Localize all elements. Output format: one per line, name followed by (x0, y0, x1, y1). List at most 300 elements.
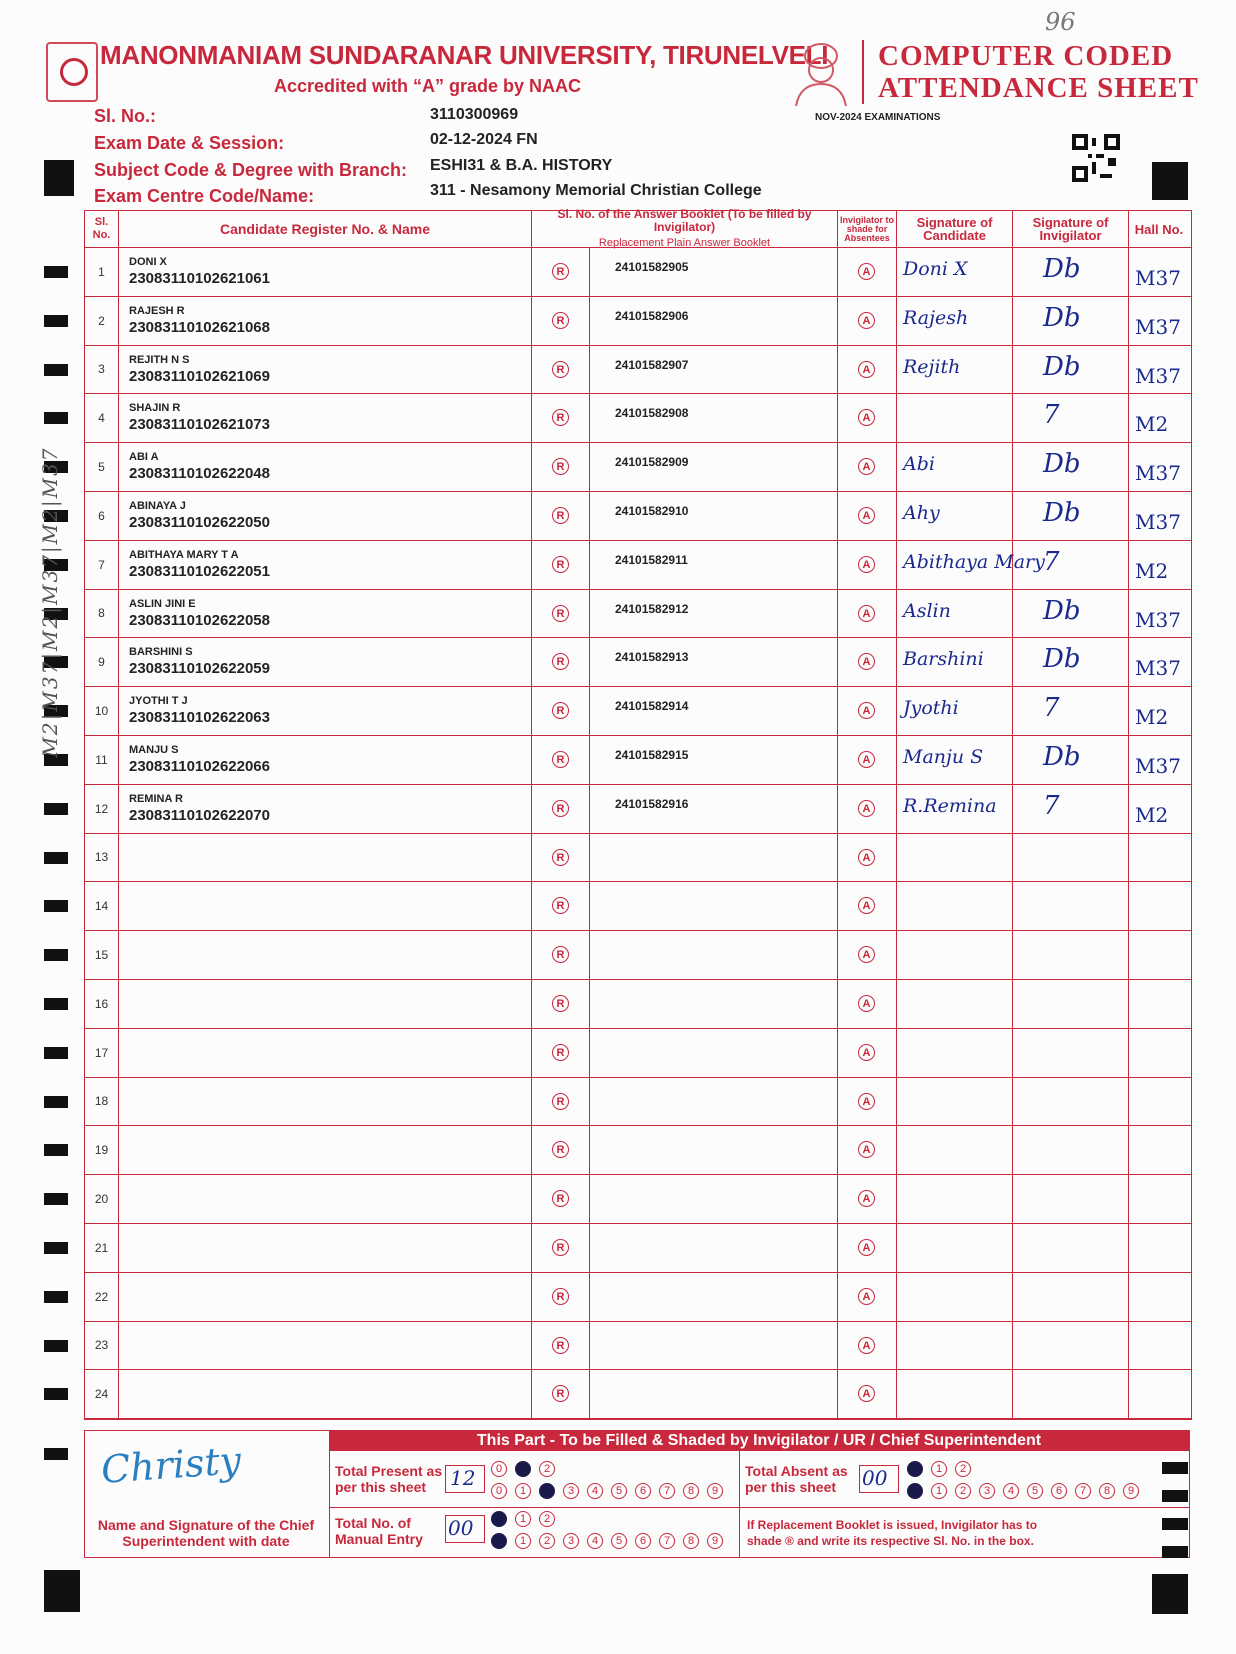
timing-mark (1162, 1518, 1188, 1530)
hall-no-cell[interactable] (1129, 492, 1189, 540)
row-sl-no: 13 (85, 834, 119, 882)
digit-bubble[interactable]: 0 (491, 1483, 507, 1499)
hall-no-cell[interactable] (1129, 590, 1189, 638)
digit-bubble[interactable]: 5 (611, 1483, 627, 1499)
absent-bubble[interactable]: A (858, 507, 875, 524)
replacement-bubble[interactable]: R (552, 1288, 569, 1305)
invigilator-signature-cell[interactable] (1013, 1078, 1129, 1126)
col-booklet-header (532, 207, 838, 249)
digit-bubble[interactable]: 2 (955, 1483, 971, 1499)
digit-bubble[interactable]: 5 (1027, 1483, 1043, 1499)
replacement-bubble[interactable]: R (552, 409, 569, 426)
digit-bubble[interactable]: 0 (907, 1483, 923, 1499)
replacement-bubble[interactable]: R (552, 1385, 569, 1402)
invigilator-signature-cell[interactable] (1013, 687, 1129, 735)
replacement-bubble-cell (532, 785, 590, 833)
candidate-signature-cell[interactable] (897, 980, 1013, 1028)
replacement-bubble[interactable]: R (552, 605, 569, 622)
invigilator-signature-cell[interactable] (1013, 638, 1129, 686)
digit-bubble[interactable]: 9 (707, 1483, 723, 1499)
row-sl-no: 4 (85, 394, 119, 442)
digit-bubble[interactable]: 4 (1003, 1483, 1019, 1499)
row-sl-no: 12 (85, 785, 119, 833)
booklet-cell[interactable] (590, 638, 838, 686)
digit-bubble[interactable]: 0 (491, 1461, 507, 1477)
registration-mark (44, 1570, 80, 1612)
replacement-bubble-cell (532, 443, 590, 491)
table-row (85, 297, 1191, 346)
absent-bubble-cell (838, 1078, 897, 1126)
candidate-signature: R.Remina (903, 794, 997, 817)
candidate-cell (119, 834, 532, 882)
replacement-bubble-cell (532, 1126, 590, 1174)
hall-no-cell[interactable] (1129, 980, 1189, 1028)
booklet-number: 24101582915 (615, 747, 689, 762)
digit-bubble[interactable]: 3 (563, 1483, 579, 1499)
candidate-signature: Jyothi (903, 697, 959, 720)
invigilator-signature-cell[interactable] (1013, 785, 1129, 833)
table-row (85, 638, 1191, 687)
digit-bubble[interactable]: 1 (931, 1483, 947, 1499)
candidate-register-no: 23083110102621073 (129, 416, 270, 434)
replacement-bubble-cell (532, 1370, 590, 1418)
booklet-cell[interactable] (590, 1273, 838, 1321)
hall-no: M2 (1135, 802, 1169, 827)
digit-bubble[interactable]: 0 (491, 1511, 507, 1527)
sheet-title (862, 40, 1199, 104)
digit-bubble[interactable]: 1 (515, 1483, 531, 1499)
replacement-bubble[interactable]: R (552, 1337, 569, 1354)
absent-bubble[interactable]: A (858, 458, 875, 475)
booklet-cell[interactable] (590, 687, 838, 735)
candidate-signature-cell[interactable] (897, 736, 1013, 784)
university-name: MANONMANIAM SUNDARANAR UNIVERSITY, TIRUNELVELI (100, 40, 829, 70)
candidate-cell (119, 980, 532, 1028)
col-sig-candidate-header: Signature of Candidate (897, 211, 1013, 247)
digit-bubble[interactable]: 3 (563, 1533, 579, 1549)
candidate-name: JYOTHI T J (129, 695, 188, 708)
booklet-cell[interactable] (590, 492, 838, 540)
candidate-name: RAJESH R (129, 304, 185, 317)
digit-bubble[interactable]: 8 (1099, 1483, 1115, 1499)
qr-code (1072, 134, 1120, 182)
timing-mark (44, 1193, 68, 1205)
candidate-signature: Rajesh (903, 306, 969, 329)
absent-bubble[interactable]: A (858, 556, 875, 573)
candidate-signature-cell[interactable] (897, 882, 1013, 930)
table-row (85, 785, 1191, 834)
replacement-bubble[interactable]: R (552, 458, 569, 475)
booklet-cell[interactable] (590, 1322, 838, 1370)
table-row (85, 1224, 1191, 1273)
digit-bubble[interactable]: 0 (491, 1533, 507, 1549)
booklet-cell[interactable] (590, 785, 838, 833)
candidate-signature-cell[interactable] (897, 248, 1013, 296)
digit-bubble[interactable]: 8 (683, 1533, 699, 1549)
total-present-value: 12 (450, 1466, 476, 1490)
row-sl-no: 11 (85, 736, 119, 784)
hall-no: M37 (1135, 314, 1181, 339)
candidate-cell (119, 687, 532, 735)
candidate-signature-cell[interactable] (897, 1273, 1013, 1321)
invigilator-signature-cell[interactable] (1013, 346, 1129, 394)
invigilator-signature: 7 (1043, 790, 1060, 821)
digit-bubble[interactable]: 2 (539, 1461, 555, 1477)
digit-bubble[interactable]: 9 (707, 1533, 723, 1549)
booklet-cell[interactable] (590, 1029, 838, 1077)
booklet-cell[interactable] (590, 980, 838, 1028)
candidate-signature-cell[interactable] (897, 1078, 1013, 1126)
candidate-cell (119, 492, 532, 540)
absent-bubble[interactable]: A (858, 1337, 875, 1354)
candidate-register-no: 23083110102622059 (129, 660, 270, 678)
founder-portrait (790, 40, 852, 106)
booklet-cell[interactable] (590, 297, 838, 345)
candidate-name: DONI X (129, 256, 167, 268)
booklet-cell[interactable] (590, 541, 838, 589)
hall-no-cell[interactable] (1129, 1029, 1189, 1077)
candidate-signature-cell[interactable] (897, 638, 1013, 686)
replacement-bubble[interactable]: R (552, 1093, 569, 1110)
row-sl-no: 5 (85, 443, 119, 491)
invigilator-signature-cell[interactable] (1013, 1322, 1129, 1370)
candidate-name: ABINAYA J (129, 499, 186, 512)
candidate-signature: Aslin (903, 599, 951, 622)
replacement-bubble[interactable]: R (552, 263, 569, 280)
booklet-cell[interactable] (590, 736, 838, 784)
registration-mark (1152, 162, 1188, 200)
absent-bubble[interactable]: A (858, 312, 875, 329)
booklet-number: 24101582911 (615, 552, 688, 567)
invigilator-signature-cell[interactable] (1013, 1175, 1129, 1223)
booklet-cell[interactable] (590, 346, 838, 394)
invigilator-signature-cell[interactable] (1013, 1273, 1129, 1321)
table-row (85, 687, 1191, 736)
hall-no-cell[interactable] (1129, 785, 1189, 833)
hall-no-cell[interactable] (1129, 882, 1189, 930)
invigilator-signature: Db (1043, 302, 1081, 333)
absent-bubble-cell (838, 297, 897, 345)
absent-bubble-cell (838, 882, 897, 930)
replacement-bubble-cell (532, 297, 590, 345)
digit-bubble[interactable]: 3 (979, 1483, 995, 1499)
candidate-signature-cell[interactable] (897, 297, 1013, 345)
absent-bubble[interactable]: A (858, 946, 875, 963)
digit-bubble[interactable]: 7 (1075, 1483, 1091, 1499)
total-present-label: Total Present as per this sheet (335, 1463, 443, 1495)
absent-bubble[interactable]: A (858, 1385, 875, 1402)
candidate-signature-cell[interactable] (897, 687, 1013, 735)
invigilator-signature-cell[interactable] (1013, 590, 1129, 638)
replacement-bubble[interactable]: R (552, 556, 569, 573)
invigilator-signature-cell[interactable] (1013, 1029, 1129, 1077)
row-sl-no: 7 (85, 541, 119, 589)
booklet-cell[interactable] (590, 443, 838, 491)
table-row (85, 1029, 1191, 1078)
replacement-bubble[interactable]: R (552, 946, 569, 963)
booklet-cell[interactable] (590, 931, 838, 979)
candidate-signature: Abi (903, 453, 935, 476)
hall-no-cell[interactable] (1129, 638, 1189, 686)
booklet-number: 24101582908 (615, 406, 689, 421)
row-sl-no: 6 (85, 492, 119, 540)
invigilator-signature-cell[interactable] (1013, 1224, 1129, 1272)
total-absent-box[interactable] (859, 1465, 899, 1493)
replacement-bubble-cell (532, 492, 590, 540)
replacement-bubble[interactable]: R (552, 995, 569, 1012)
digit-bubble[interactable]: 0 (907, 1461, 923, 1477)
replacement-bubble[interactable]: R (552, 897, 569, 914)
candidate-signature-cell[interactable] (897, 1370, 1013, 1418)
replacement-bubble[interactable]: R (552, 849, 569, 866)
booklet-cell[interactable] (590, 248, 838, 296)
absent-bubble[interactable]: A (858, 605, 875, 622)
replacement-bubble[interactable]: R (552, 312, 569, 329)
digit-bubble[interactable]: 1 (515, 1533, 531, 1549)
candidate-register-no: 23083110102622070 (129, 806, 270, 824)
booklet-number: 24101582913 (615, 650, 689, 665)
booklet-cell[interactable] (590, 1078, 838, 1126)
booklet-cell[interactable] (590, 394, 838, 442)
absent-bubble[interactable]: A (858, 849, 875, 866)
candidate-signature-cell[interactable] (897, 346, 1013, 394)
hall-no-cell[interactable] (1129, 1370, 1189, 1418)
candidate-cell (119, 1078, 532, 1126)
absent-bubble[interactable]: A (858, 751, 875, 768)
invigilator-signature-cell[interactable] (1013, 492, 1129, 540)
candidate-register-no: 23083110102621069 (129, 367, 270, 385)
hall-no-cell[interactable] (1129, 1078, 1189, 1126)
candidate-cell (119, 590, 532, 638)
row-sl-no: 9 (85, 638, 119, 686)
digit-bubble[interactable]: 5 (611, 1533, 627, 1549)
col-sig-invigilator-header: Signature of Invigilator (1013, 211, 1129, 247)
candidate-signature-cell[interactable] (897, 590, 1013, 638)
digit-bubble[interactable]: 4 (587, 1533, 603, 1549)
replacement-bubble[interactable]: R (552, 702, 569, 719)
digit-bubble[interactable]: 6 (635, 1483, 651, 1499)
absent-bubble[interactable]: A (858, 1288, 875, 1305)
hall-no-cell[interactable] (1129, 346, 1189, 394)
digit-bubble[interactable]: 6 (635, 1533, 651, 1549)
absent-bubble[interactable]: A (858, 653, 875, 670)
hall-no-cell[interactable] (1129, 687, 1189, 735)
absent-bubble[interactable]: A (858, 995, 875, 1012)
candidate-name: SHAJIN R (129, 402, 181, 415)
hall-no-cell[interactable] (1129, 736, 1189, 784)
timing-mark (44, 1242, 68, 1254)
absent-bubble[interactable]: A (858, 1239, 875, 1256)
invigilator-signature-cell[interactable] (1013, 1370, 1129, 1418)
invigilator-signature-cell[interactable] (1013, 882, 1129, 930)
replacement-bubble[interactable]: R (552, 507, 569, 524)
absent-bubble[interactable]: A (858, 1044, 875, 1061)
sheet-title-line1: COMPUTER CODED (878, 40, 1174, 72)
col-candidate-header: Candidate Register No. & Name (119, 211, 532, 247)
digit-bubble[interactable]: 6 (1051, 1483, 1067, 1499)
candidate-signature-cell[interactable] (897, 492, 1013, 540)
replacement-bubble[interactable]: R (552, 751, 569, 768)
absent-bubble[interactable]: A (858, 800, 875, 817)
replacement-bubble[interactable]: R (552, 361, 569, 378)
table-header (85, 207, 1191, 249)
candidate-signature-cell[interactable] (897, 1224, 1013, 1272)
candidate-signature-cell[interactable] (897, 1126, 1013, 1174)
candidate-signature-cell[interactable] (897, 1175, 1013, 1223)
candidate-cell (119, 1322, 532, 1370)
table-row (85, 346, 1191, 395)
invigilator-signature-cell[interactable] (1013, 443, 1129, 491)
invigilator-section-banner: This Part - To be Filled & Shaded by Invigilator / UR / Chief Superintendent (329, 1431, 1189, 1451)
candidate-signature-cell[interactable] (897, 931, 1013, 979)
candidate-signature-cell[interactable] (897, 1029, 1013, 1077)
subject-value: ESHI31 & B.A. HISTORY (430, 157, 613, 174)
candidate-cell (119, 638, 532, 686)
timing-mark (1162, 1462, 1188, 1474)
booklet-cell[interactable] (590, 882, 838, 930)
absent-bubble[interactable]: A (858, 361, 875, 378)
replacement-bubble-cell (532, 1078, 590, 1126)
hall-no-cell[interactable] (1129, 297, 1189, 345)
invigilator-signature-cell[interactable] (1013, 1126, 1129, 1174)
col-sl-header: Sl. No. (85, 211, 119, 247)
invigilator-signature-cell[interactable] (1013, 541, 1129, 589)
candidate-register-no: 23083110102622066 (129, 757, 270, 775)
hall-no: M37 (1135, 363, 1181, 388)
booklet-cell[interactable] (590, 834, 838, 882)
digit-bubble[interactable]: 9 (1123, 1483, 1139, 1499)
digit-bubble[interactable]: 7 (659, 1483, 675, 1499)
manual-entry-box[interactable] (445, 1515, 485, 1543)
registration-mark (44, 160, 74, 196)
candidate-signature-cell[interactable] (897, 1322, 1013, 1370)
booklet-number: 24101582907 (615, 357, 689, 372)
invigilator-signature: Db (1043, 644, 1081, 675)
replacement-bubble[interactable]: R (552, 800, 569, 817)
candidate-cell (119, 931, 532, 979)
sheet-title-line2: ATTENDANCE SHEET (878, 72, 1199, 104)
booklet-number: 24101582905 (615, 260, 689, 274)
hall-no-cell[interactable] (1129, 394, 1189, 442)
invigilator-signature-cell[interactable] (1013, 736, 1129, 784)
candidate-signature-cell[interactable] (897, 541, 1045, 589)
absent-bubble[interactable]: A (858, 702, 875, 719)
invigilator-signature-cell[interactable] (1013, 394, 1129, 442)
digit-bubble[interactable]: 2 (539, 1511, 555, 1527)
candidate-cell (119, 1370, 532, 1418)
digit-bubble[interactable]: 2 (539, 1533, 555, 1549)
row-sl-no: 15 (85, 931, 119, 979)
absent-bubble-cell (838, 248, 897, 296)
table-row (85, 931, 1191, 980)
row-sl-no: 3 (85, 346, 119, 394)
absent-bubble[interactable]: A (858, 263, 875, 280)
replacement-bubble[interactable]: R (552, 1044, 569, 1061)
booklet-cell[interactable] (590, 590, 838, 638)
row-sl-no: 2 (85, 297, 119, 345)
replacement-bubble[interactable]: R (552, 1141, 569, 1158)
digit-bubble[interactable]: 1 (931, 1461, 947, 1477)
hall-no-cell[interactable] (1129, 443, 1189, 491)
absent-bubble-cell (838, 1370, 897, 1418)
invigilator-signature-cell[interactable] (1013, 248, 1129, 296)
hall-no-cell[interactable] (1129, 834, 1189, 882)
booklet-cell[interactable] (590, 1126, 838, 1174)
margin-hall-note: M2|M37|M2|M37|M2|M37 (38, 446, 62, 758)
hall-no-cell[interactable] (1129, 1126, 1189, 1174)
booklet-cell[interactable] (590, 1224, 838, 1272)
invigilator-signature: Db (1043, 741, 1081, 772)
booklet-number: 24101582912 (615, 601, 689, 616)
hall-no-cell[interactable] (1129, 248, 1189, 296)
invigilator-signature-cell[interactable] (1013, 297, 1129, 345)
hall-no-cell[interactable] (1129, 1322, 1189, 1370)
replacement-bubble[interactable]: R (552, 1239, 569, 1256)
absent-bubble-cell (838, 1224, 897, 1272)
digit-bubble[interactable]: 2 (539, 1483, 555, 1499)
replacement-bubble[interactable]: R (552, 653, 569, 670)
candidate-signature-cell[interactable] (897, 834, 1013, 882)
candidate-name: ASLIN JINI E (129, 597, 196, 610)
digit-bubble[interactable]: 1 (515, 1461, 531, 1477)
table-row (85, 1273, 1191, 1322)
row-sl-no: 22 (85, 1273, 119, 1321)
booklet-cell[interactable] (590, 1370, 838, 1418)
hall-no-cell[interactable] (1129, 541, 1189, 589)
attendance-table (84, 207, 1192, 1420)
row-sl-no: 17 (85, 1029, 119, 1077)
row-sl-no: 21 (85, 1224, 119, 1272)
absent-bubble[interactable]: A (858, 897, 875, 914)
exam-date-value: 02-12-2024 FN (430, 131, 538, 148)
booklet-number: 24101582909 (615, 455, 689, 470)
candidate-signature-cell[interactable] (897, 394, 1013, 442)
registration-mark (1152, 1574, 1188, 1614)
chief-superintendent-label: Name and Signature of the Chief Superintendent with date (97, 1517, 315, 1549)
invigilator-signature: 7 (1043, 693, 1060, 724)
absent-bubble-cell (838, 541, 897, 589)
university-logo (46, 42, 98, 102)
candidate-signature: Ahy (903, 501, 940, 524)
timing-mark (44, 1144, 68, 1156)
digit-bubble[interactable]: 8 (683, 1483, 699, 1499)
absent-bubble-cell (838, 1126, 897, 1174)
candidate-name: ABITHAYA MARY T A (129, 548, 239, 561)
digit-bubble[interactable]: 2 (955, 1461, 971, 1477)
absent-bubble[interactable]: A (858, 1190, 875, 1207)
hall-no-cell[interactable] (1129, 1224, 1189, 1272)
invigilator-signature-cell[interactable] (1013, 834, 1129, 882)
booklet-number: 24101582916 (615, 796, 689, 811)
hall-no-cell[interactable] (1129, 931, 1189, 979)
invigilator-signature-cell[interactable] (1013, 980, 1129, 1028)
booklet-cell[interactable] (590, 1175, 838, 1223)
absent-bubble[interactable]: A (858, 1141, 875, 1158)
digit-bubble[interactable]: 7 (659, 1533, 675, 1549)
hall-no-cell[interactable] (1129, 1175, 1189, 1223)
replacement-bubble[interactable]: R (552, 1190, 569, 1207)
digit-bubble[interactable]: 4 (587, 1483, 603, 1499)
timing-mark (44, 266, 68, 278)
absent-bubble[interactable]: A (858, 1093, 875, 1110)
candidate-signature-cell[interactable] (897, 785, 1013, 833)
absent-bubble[interactable]: A (858, 409, 875, 426)
digit-bubble[interactable]: 1 (515, 1511, 531, 1527)
candidate-signature-cell[interactable] (897, 443, 1013, 491)
invigilator-signature-cell[interactable] (1013, 931, 1129, 979)
total-present-box[interactable] (445, 1465, 485, 1493)
hall-no-cell[interactable] (1129, 1273, 1189, 1321)
